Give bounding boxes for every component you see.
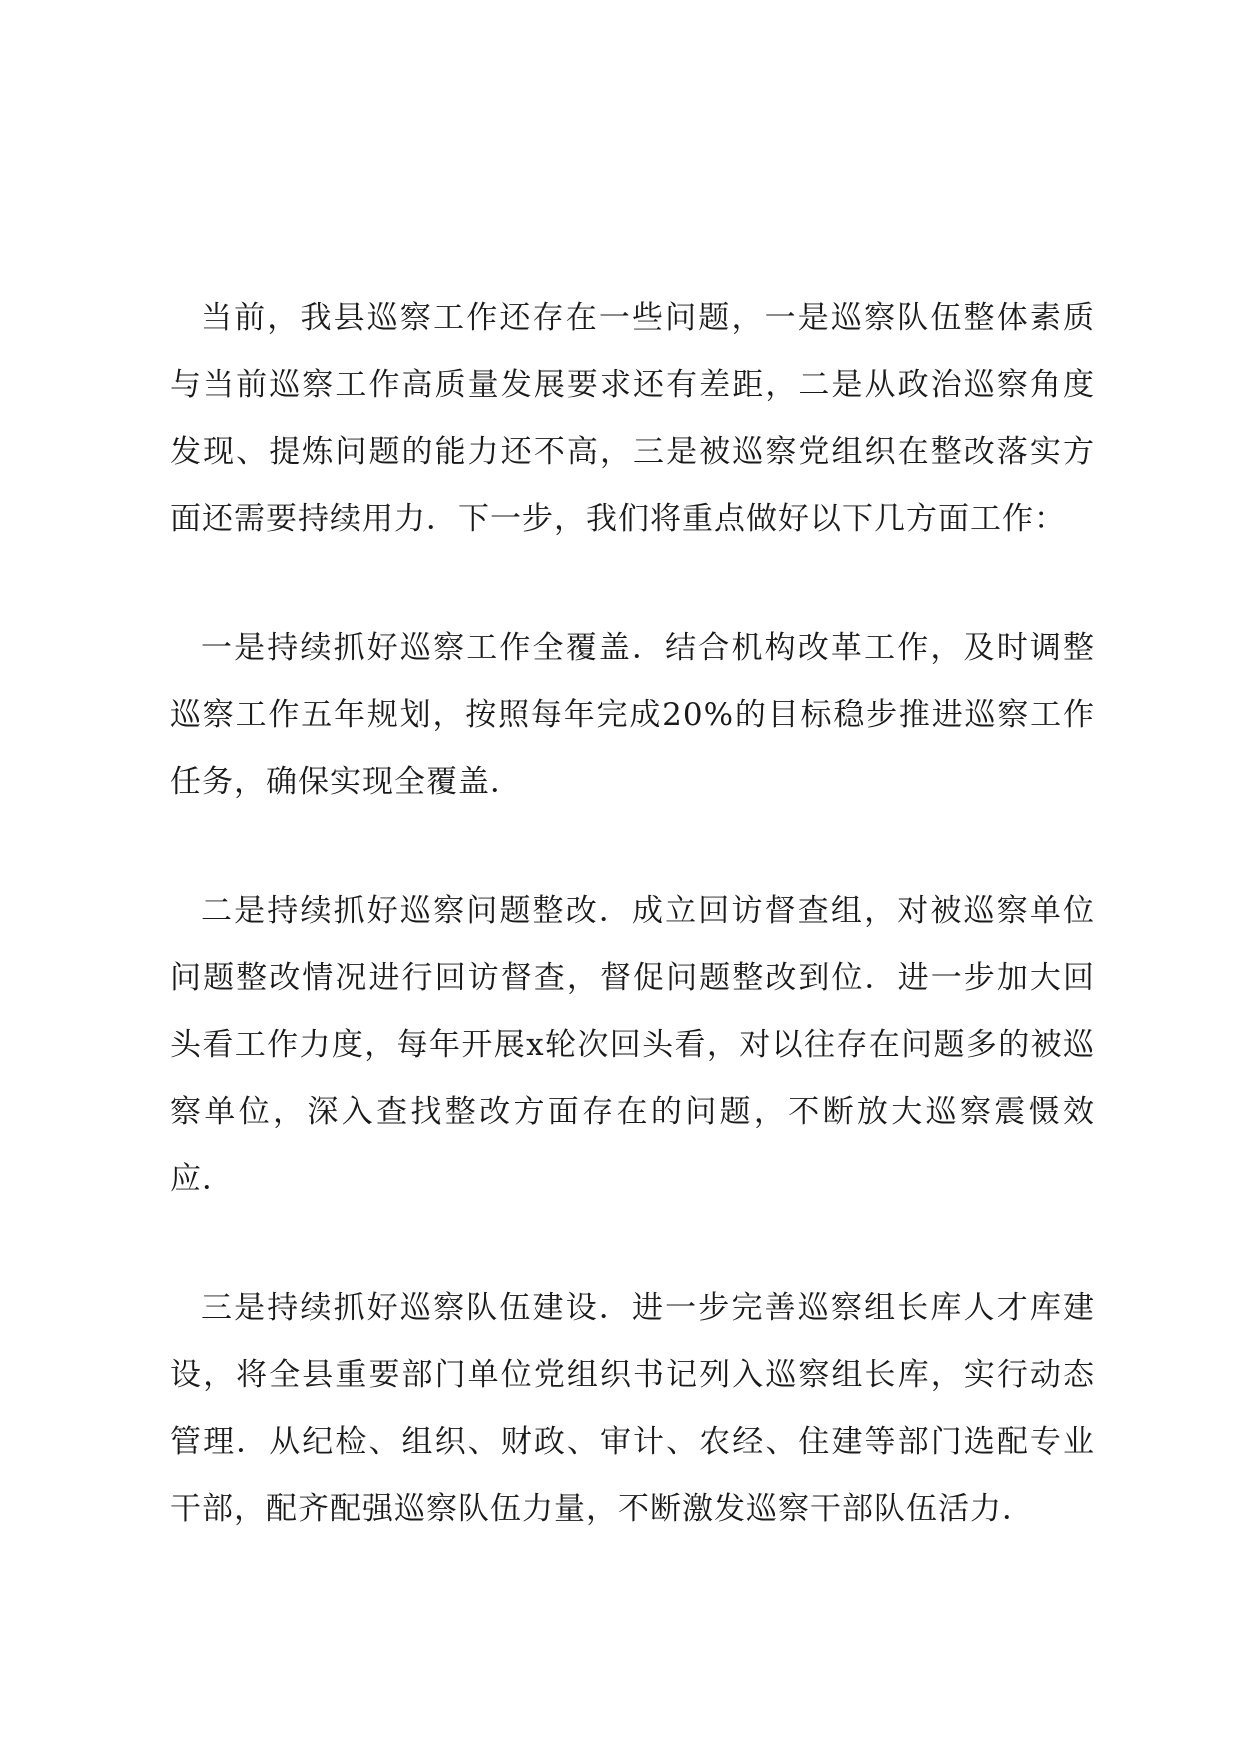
paragraph-point-two: 二是持续抓好巡察问题整改．成立回访督查组，对被巡察单位问题整改情况进行回访督查，督促问题整改到位．进一步加大回头看工作力度，每年开展x轮次回头看，对以往存在问题多的被巡察单位，深入查找整改方面存在的问题，不断放大巡察震慑效应． — [170, 893, 1095, 1197]
paragraph-intro: 当前，我县巡察工作还存在一些问题，一是巡察队伍整体素质与当前巡察工作高质量发展要求还有差距，二是从政治巡察角度发现、提炼问题的能力还不高，三是被巡察党组织在整改落实方面还需要持续用力．下一步，我们将重点做好以下几方面工作： — [170, 300, 1095, 537]
paragraph-point-three: 三是持续抓好巡察队伍建设．进一步完善巡察组长库人才库建设，将全县重要部门单位党组织书记列入巡察组长库，实行动态管理．从纪检、组织、财政、审计、农经、住建等部门选配专业干部，配齐配强巡察队伍力量，不断激发巡察干部队伍活力． — [170, 1290, 1095, 1527]
paragraph-point-one: 一是持续抓好巡察工作全覆盖．结合机构改革工作，及时调整巡察工作五年规划，按照每年完成20%的目标稳步推进巡察工作任务，确保实现全覆盖． — [170, 630, 1095, 800]
